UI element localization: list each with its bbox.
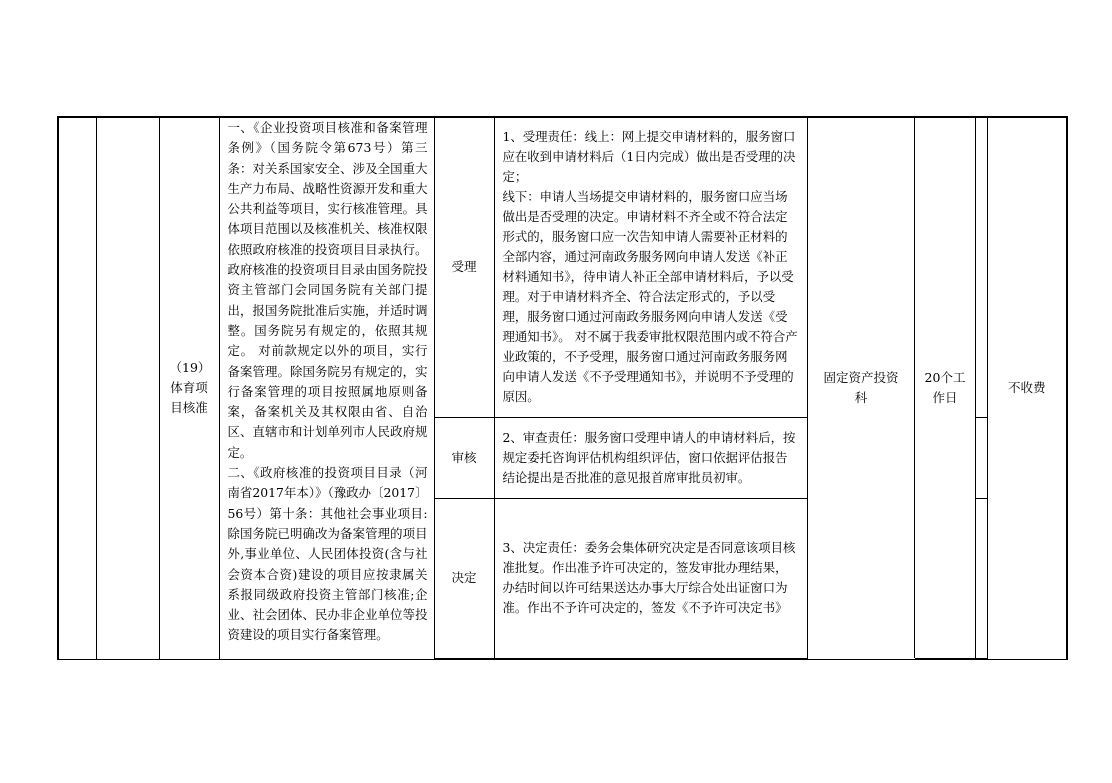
department-cell: [807, 117, 915, 659]
total-time: 20个工作日: [924, 370, 966, 405]
total-time-overlay: [914, 118, 976, 658]
responsibility-review: [494, 417, 807, 498]
stage-name-acceptance: 受理: [434, 117, 494, 417]
item-name: （19） 体育项目核准: [169, 360, 211, 416]
fee-cell: 不收费: [987, 117, 1067, 659]
seq-cell: [58, 117, 96, 659]
responsibility-text: 2、审查责任：服务窗口受理申请人的申请材料后，按规定委托咨询评估机构组织评估，窗口依据评估报告结论提出是否批准的意见报首席审批员初审。: [502, 429, 796, 485]
department-name: 固定资产投资科: [823, 370, 899, 406]
responsibility-acceptance: [494, 117, 807, 417]
item-name-cell: [159, 117, 219, 659]
responsibility-decision: [494, 498, 807, 659]
item-code-cell: [96, 117, 159, 659]
stage-name-decision: 决定: [434, 498, 494, 659]
stage-name-review: 审核: [434, 417, 494, 498]
responsibility-text: 1、受理责任：线上：网上提交申请材料的，服务窗口应在收到申请材料后（1日内完成）做出是否受理的决定； 线下：申请人当场提交申请材料的，服务窗口应当场做出是否受理的决定。申请材料不齐全或不符合法定形式的，服务窗口应一次告知申请人需要补正材料的全部内容，通过河南政务服务网向申请人发送《补正材料通知书》，待申请人补正全部申请材料后，予以受理。对于申请材料齐全、符合法定形式的，予以受理，服务窗口通过河南政务服务网向申请人发送《受理通知书》。 对不属于我委审批权限范围内或不符合产业政策的，不予受理，服务窗口通过河南政务服务网向申请人发送《不予受理通知书》，并说明不予受理的原因。: [502, 129, 798, 405]
legal-basis-cell: [219, 117, 434, 659]
responsibility-text: 3、决定责任：委务会集体研究决定是否同意该项目核准批复。作出准予许可决定的，签发审批办理结果，办结时间以许可结果送达办事大厅综合处出证窗口为准。作出不予许可决定的，签发《不予许可决定书》: [502, 540, 796, 616]
legal-basis-text: 一、《企业投资项目核准和备案管理条例》（国务院令第673号）第三条：对关系国家安全、涉及全国重大生产力布局、战略性资源开发和重大公共利益等项目，实行核准管理。具体项目范围以及核准机关、核准权限依照政府核准的投资项目目录执行。政府核准的投资项目目录由国务院投资主管部门会同国务院有关部门提出，报国务院批准后实施，并适时调整。国务院另有规定的，依照其规定。 对前款规定以外的项目，实行备案管理。除国务院另有规定的，实行备案管理的项目按照属地原则备案，备案机关及其权限由省、自治区、直辖市和计划单列市人民政府规定。 二、《政府核准的投资项目目录（河南省2017年本）》（豫政办〔2017〕56号）第十条：其他社会事业项目:除国务院已明确改为备案管理的项目外,事业单位、人民团体投资(含与社会资本合资)建设的项目应按隶属关系报同级政府投资主管部门核准;企业、社会团体、民办非企业单位等投资建设的项目实行备案管理。: [227, 120, 428, 643]
